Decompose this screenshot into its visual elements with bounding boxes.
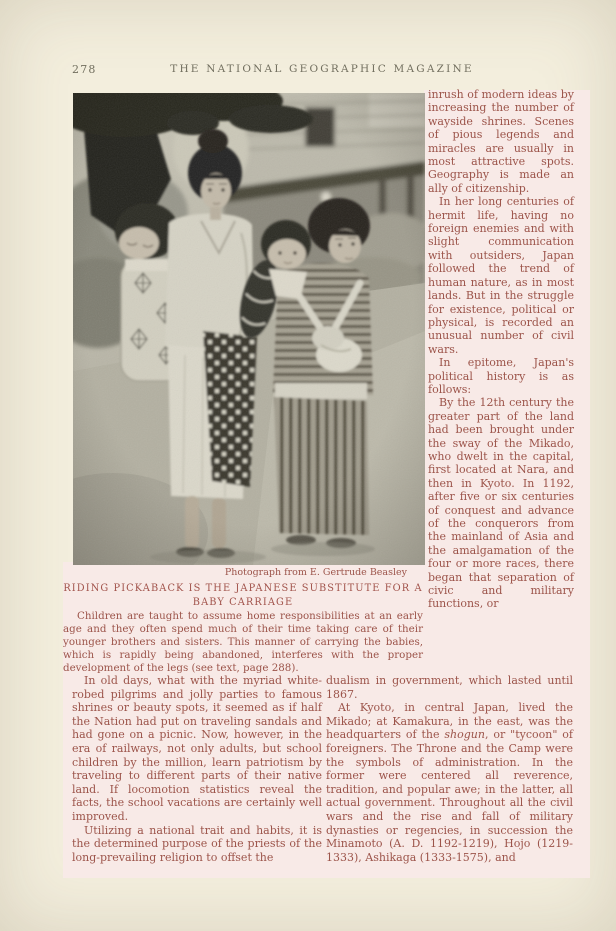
caption-title-line2: BABY CARRIAGE bbox=[192, 596, 294, 608]
page-number: 278 bbox=[72, 63, 97, 76]
paragraph-text: , or "tycoon" of foreigners. The Throne and the Camp were the symbols of administration. In the former were centered all reverence, tradition, and popular awe; in the latter, all actual government. Throughout all the civil wars and the rise and fall of military dynasties or regencies, in succession the Minamoto (A. D. 1192-1219), Hojo (1219-1333), Ashikaga (1333-1575), and bbox=[326, 728, 574, 864]
photo-vignette bbox=[73, 93, 425, 565]
column-bottom-left bbox=[72, 674, 322, 864]
paragraph-continuation: inrush of modern ideas by increasing the number of wayside shrines. Scenes of pious legends and miracles are usually in most attractive spots. Geography is made an ally of citizenship. bbox=[428, 88, 574, 195]
paragraph: In epitome, Japan's political history is as follows: bbox=[428, 356, 574, 396]
shogun-italic-term: shogun bbox=[444, 728, 485, 742]
caption-title-line1: RIDING PICKABACK IS THE JAPANESE SUBSTITUTE FOR A bbox=[63, 583, 423, 594]
paragraph: Utilizing a national trait and habits, it is the determined purpose of the priests of the long-prevailing religion to offset the bbox=[72, 823, 322, 864]
column-beside-photo bbox=[428, 88, 574, 611]
photo-caption-text: Children are taught to assume home responsibilities at an early age and they often spend much of their time taking care of their younger brothers and sisters. This manner of carrying the babies, which is rapidly being abandoned, interferes with the proper development of the legs (see text, page 288). bbox=[63, 610, 423, 674]
photo-credit: Photograph from E. Gertrude Beasley bbox=[224, 567, 407, 578]
paragraph-text: At Kyoto, in central Japan, lived the Mikado; at Kamakura, in the east, was the headquarters of the bbox=[326, 701, 573, 742]
paragraph-continuation: dualism in government, which lasted until 1867. bbox=[326, 674, 573, 701]
photo-riding-pickaback bbox=[73, 93, 425, 565]
paragraph: In her long centuries of hermit life, having no foreign enemies and with slight communication with outsiders, Japan followed the trend of human nature, as in most lands. But in the struggle for existence, political or physical, is recorded an unusual number of civil wars. bbox=[428, 195, 574, 356]
journal-title: THE NATIONAL GEOGRAPHIC MAGAZINE bbox=[170, 63, 474, 75]
paragraph: By the 12th century the greater part of the land had been brought under the sway of the Mikado, who dwelt in the capital, first located at Nara, and then in Kyoto. In 1192, after five or six centuries of conquest and advance of the conquerors from the mainland of Asia and the amalgamation of the four or more races, there began that separation of civic and military functions, or bbox=[428, 396, 574, 611]
paragraph: In old days, what with the myriad white-robed pilgrims and jolly parties to famous shrines or beauty spots, it seemed as if half the Nation had put on traveling sandals and had gone on a picnic. Now, however, in the era of railways, not only adults, but school children by the million, learn patriotism by traveling to different parts of their native land. If locomotion statistics reveal the facts, the school vacations are certainly well improved. bbox=[72, 674, 322, 823]
paragraph bbox=[326, 701, 573, 864]
column-bottom-right bbox=[326, 674, 573, 864]
photo-caption-title bbox=[63, 582, 423, 609]
